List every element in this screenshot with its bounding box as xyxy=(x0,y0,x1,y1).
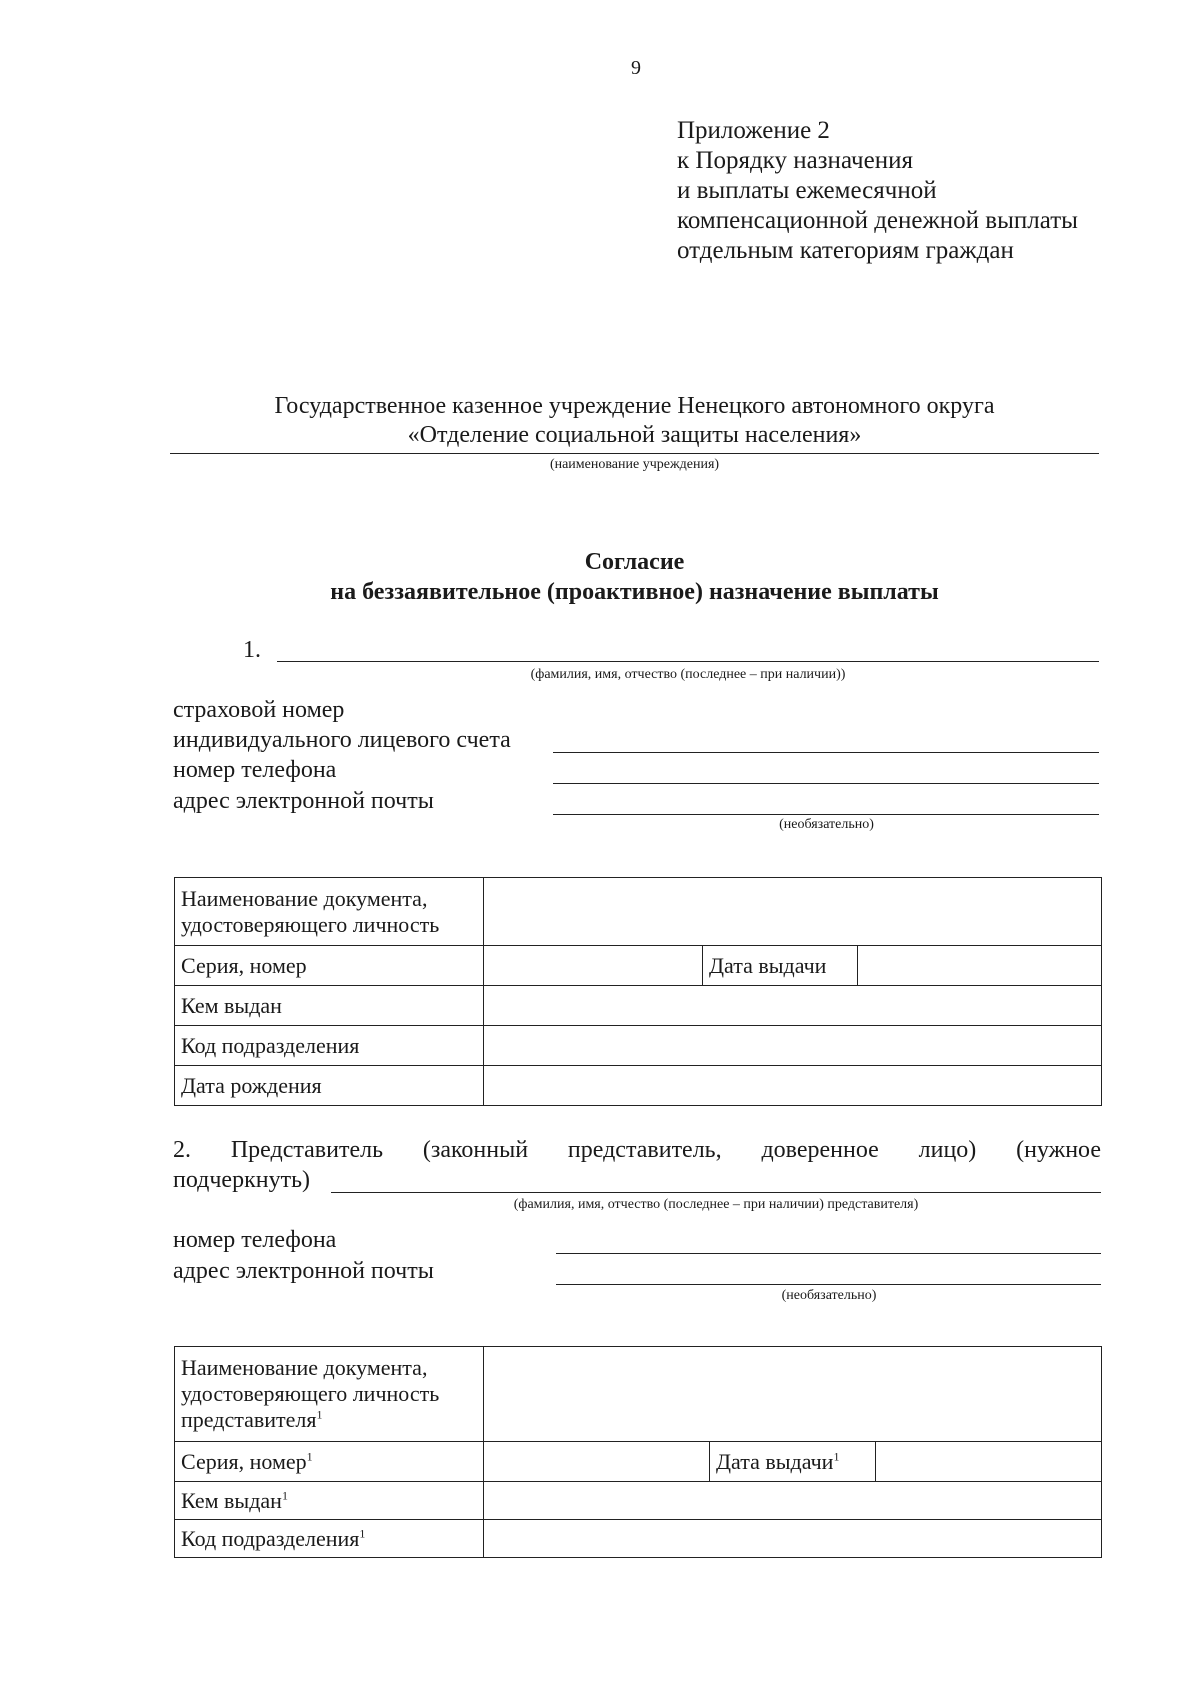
rep-unit-code-text: Код подразделения xyxy=(181,1525,360,1551)
rep-issue-date-text: Дата выдачи xyxy=(716,1448,834,1474)
document-subtitle: на беззаявительное (проактивное) назначение выплаты xyxy=(330,579,939,605)
page-number: 9 xyxy=(631,57,641,79)
rep-email-field[interactable] xyxy=(556,1284,1101,1285)
footnote-mark: 1 xyxy=(316,1407,323,1422)
footnote-mark: 1 xyxy=(281,1488,288,1503)
rep-unit-code-label xyxy=(175,1520,484,1558)
institution-name-line2: «Отделение социальной защиты населения» xyxy=(407,422,862,448)
snils-label-1: страховой номер xyxy=(173,697,345,723)
doc-name-label: Наименование документа, удостоверяющего личность xyxy=(175,878,484,946)
rep-doc-name-text: Наименование документа, удостоверяющего личность представителя xyxy=(181,1355,440,1432)
appendix-line: компенсационной денежной выплаты xyxy=(677,207,1078,234)
footnote-mark: 1 xyxy=(306,1449,313,1464)
birth-date-label: Дата рождения xyxy=(175,1066,484,1106)
applicant-name-field[interactable] xyxy=(277,661,1099,662)
rep-doc-name-label xyxy=(175,1347,484,1442)
rep-issued-by-label xyxy=(175,1482,484,1520)
rep-phone-label: номер телефона xyxy=(173,1227,337,1253)
appendix-line: Приложение 2 xyxy=(677,117,830,144)
appendix-header xyxy=(677,116,1078,266)
rep-series-number-cell[interactable] xyxy=(484,1442,710,1482)
snils-label-2: индивидуального лицевого счета xyxy=(173,727,511,753)
birth-date-cell[interactable] xyxy=(484,1066,1102,1106)
rep-unit-code-cell[interactable] xyxy=(484,1520,1102,1558)
series-number-label: Серия, номер xyxy=(175,946,484,986)
rep-email-optional-hint: (необязательно) xyxy=(781,1288,877,1303)
doc-name-cell[interactable] xyxy=(484,878,1102,946)
representative-name-hint: (фамилия, имя, отчество (последнее – при наличии) представителя) xyxy=(513,1197,919,1212)
rep-series-number-label xyxy=(175,1442,484,1482)
institution-name-line1: Государственное казенное учреждение Ненецкого автономного округа xyxy=(274,393,995,419)
applicant-id-table xyxy=(174,877,1102,1106)
unit-code-cell[interactable] xyxy=(484,1026,1102,1066)
rep-series-number-text: Серия, номер xyxy=(181,1448,307,1474)
representative-name-field[interactable] xyxy=(331,1192,1101,1193)
institution-underline xyxy=(170,453,1099,454)
rep-phone-field[interactable] xyxy=(556,1253,1101,1254)
representative-id-table xyxy=(174,1346,1102,1558)
institution-hint: (наименование учреждения) xyxy=(549,457,720,472)
section1-number: 1. xyxy=(243,637,261,663)
rep-doc-name-cell[interactable] xyxy=(484,1347,1102,1442)
email-label: адрес электронной почты xyxy=(173,788,434,814)
email-field[interactable] xyxy=(553,814,1099,815)
rep-email-label: адрес электронной почты xyxy=(173,1258,434,1284)
phone-field[interactable] xyxy=(553,783,1099,784)
representative-text-line2: подчеркнуть) xyxy=(173,1167,311,1193)
applicant-name-hint: (фамилия, имя, отчество (последнее – при наличии)) xyxy=(530,667,846,682)
series-number-cell[interactable] xyxy=(484,946,703,986)
rep-issue-date-label xyxy=(710,1442,876,1482)
phone-label: номер телефона xyxy=(173,757,337,783)
email-optional-hint: (необязательно) xyxy=(779,817,874,832)
issue-date-cell[interactable] xyxy=(858,946,1102,986)
issue-date-label: Дата выдачи xyxy=(703,946,858,986)
snils-field[interactable] xyxy=(553,752,1099,753)
rep-issue-date-cell[interactable] xyxy=(876,1442,1102,1482)
appendix-line: к Порядку назначения xyxy=(677,147,913,174)
appendix-line: отдельным категориям граждан xyxy=(677,237,1014,264)
footnote-mark: 1 xyxy=(359,1526,366,1541)
representative-text-line1: 2. Представитель (законный представитель, доверенное лицо) (нужное xyxy=(173,1137,1101,1163)
document-title: Согласие xyxy=(584,549,685,575)
unit-code-label: Код подразделения xyxy=(175,1026,484,1066)
footnote-mark: 1 xyxy=(833,1449,840,1464)
rep-issued-by-cell[interactable] xyxy=(484,1482,1102,1520)
issued-by-label: Кем выдан xyxy=(175,986,484,1026)
rep-issued-by-text: Кем выдан xyxy=(181,1487,282,1513)
appendix-line: и выплаты ежемесячной xyxy=(677,177,937,204)
issued-by-cell[interactable] xyxy=(484,986,1102,1026)
